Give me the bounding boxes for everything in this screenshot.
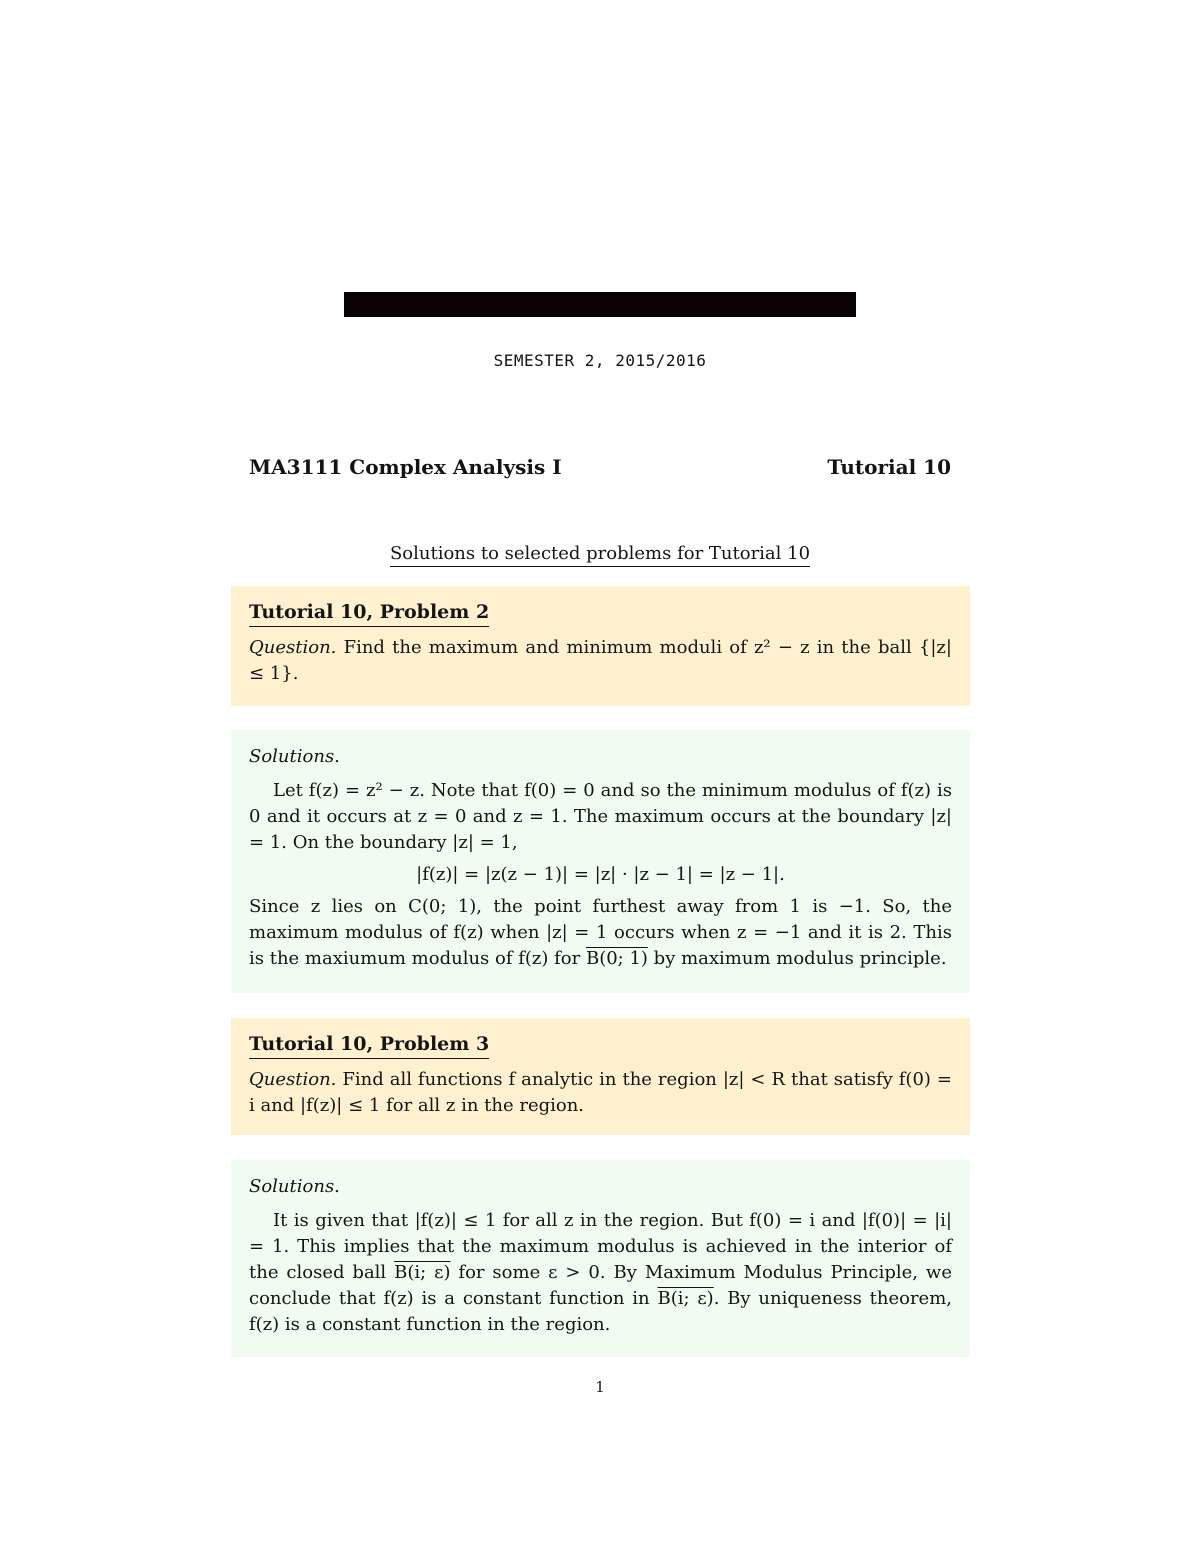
problem-3-solution-box bbox=[231, 1160, 970, 1357]
solution-text: by maximum modulus principle. bbox=[653, 948, 947, 969]
question-label: Question. bbox=[249, 637, 337, 658]
closed-ball-notation: B(0; 1) bbox=[585, 948, 648, 969]
redaction-bar bbox=[344, 292, 856, 317]
solution-label: Solutions. bbox=[249, 746, 340, 767]
solution-body bbox=[249, 1208, 952, 1338]
solution-label: Solutions. bbox=[249, 1176, 340, 1197]
solution-text: . By uniqueness theorem, f(z) is a constant function in the region. bbox=[249, 1288, 952, 1335]
page-number: 1 bbox=[595, 1378, 605, 1396]
question-label: Question. bbox=[249, 1069, 337, 1090]
problem-3-question bbox=[249, 1067, 952, 1119]
solution-text: Since z lies on C(0; 1), the point furthest away from 1 is −1. So, the maximum modulus of f(z) when |z| = 1 occurs when z = −1 and it is 2. This is the maxiumum modulus of f(z) for bbox=[249, 896, 952, 969]
tutorial-label: Tutorial 10 bbox=[827, 455, 951, 479]
problem-2-title: Tutorial 10, Problem 2 bbox=[249, 600, 489, 627]
closed-ball-notation: B(i; ε) bbox=[394, 1262, 451, 1283]
problem-2-solution-box bbox=[231, 730, 970, 993]
problem-3-question-box bbox=[231, 1018, 970, 1135]
display-equation: |f(z)| = |z(z − 1)| = |z| · |z − 1| = |z − 1|. bbox=[416, 864, 785, 885]
semester-label: SEMESTER 2, 2015/2016 bbox=[493, 351, 707, 370]
solution-conclusion bbox=[249, 894, 952, 972]
solution-text: It is given that |f(z)| ≤ 1 for all z in the region. But f(0) = i and |f(0)| = |i| = 1. This implies that the maximum modulus is achieved in the interior of the closed ball bbox=[249, 1210, 952, 1283]
solution-intro: Let f(z) = z² − z. Note that f(0) = 0 and so the minimum modulus of f(z) is 0 and it occurs at z = 0 and z = 1. The maximum occurs at the boundary |z| = 1. On the boundary |z| = 1, bbox=[249, 780, 952, 853]
question-text: Find all functions f analytic in the region |z| < R that satisfy f(0) = i and |f(z)| ≤ 1 for all z in the region. bbox=[249, 1069, 952, 1116]
course-title: MA3111 Complex Analysis I bbox=[249, 455, 562, 479]
solution-text: for some ε > 0. By Maximum Modulus Principle, we conclude that f(z) is a constant function in bbox=[249, 1262, 952, 1309]
problem-2-question bbox=[249, 635, 952, 687]
problem-3-title: Tutorial 10, Problem 3 bbox=[249, 1032, 489, 1059]
problem-2-question-box bbox=[231, 586, 970, 706]
closed-ball-notation: B(i; ε) bbox=[657, 1288, 714, 1309]
document-heading bbox=[0, 543, 1200, 564]
question-text: Find the maximum and minimum moduli of z² − z in the ball {|z| ≤ 1}. bbox=[249, 637, 952, 684]
document-heading-text: Solutions to selected problems for Tutorial 10 bbox=[390, 543, 810, 567]
